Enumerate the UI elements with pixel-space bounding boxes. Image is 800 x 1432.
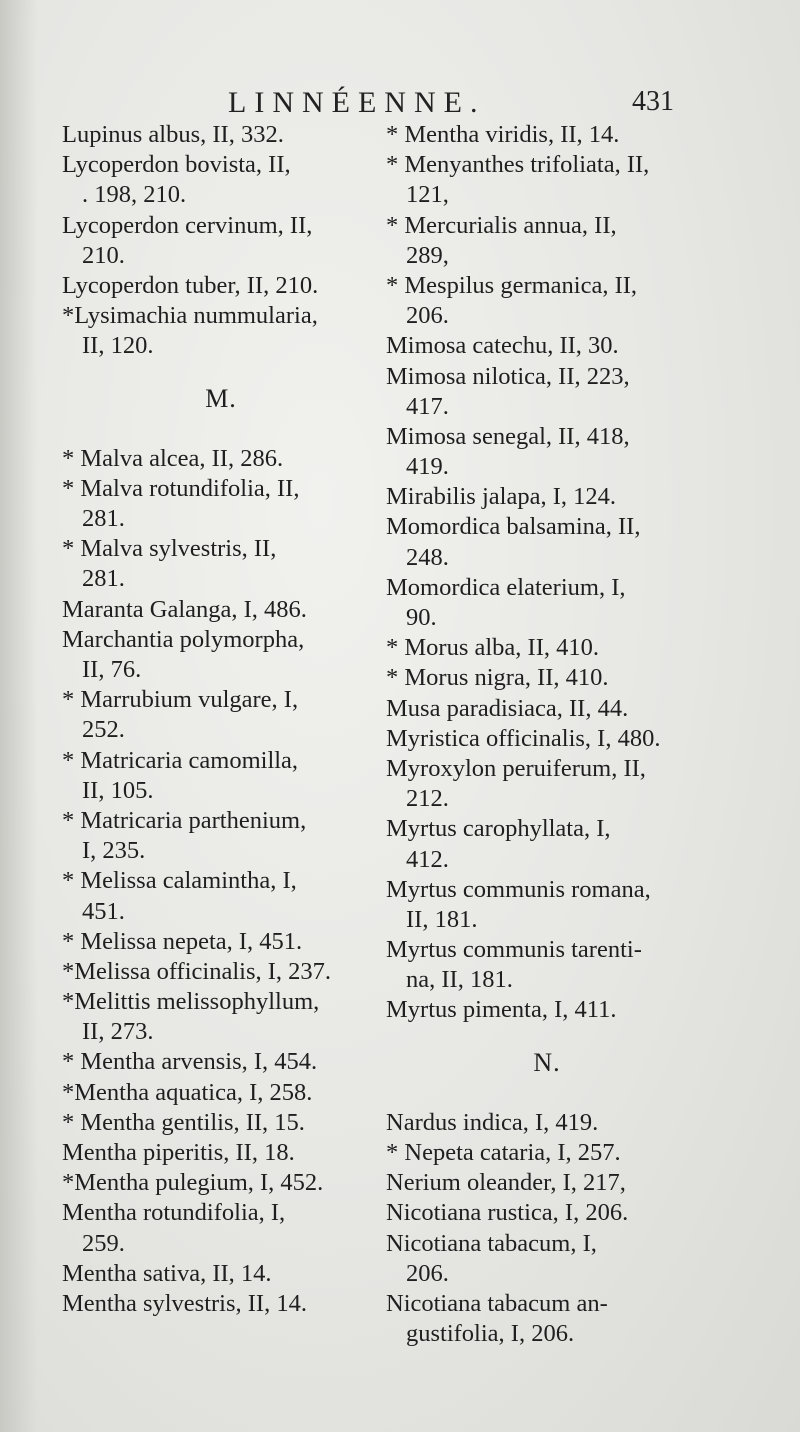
- index-entry-continuation: II, 120.: [82, 332, 154, 360]
- index-entry-continuation: 90.: [406, 604, 437, 631]
- index-entry: Marchantia polymorpha,: [62, 625, 305, 653]
- index-entry-continuation: 451.: [82, 897, 125, 925]
- index-entry-continuation: II, 181.: [406, 905, 478, 933]
- index-entry: * Matricaria camomilla,: [62, 746, 299, 774]
- index-entry-continuation: 419.: [406, 453, 449, 481]
- spacer: [62, 362, 380, 384]
- section-letter-m: M.: [205, 383, 237, 413]
- index-entry: Myristica officinalis, I, 480.: [386, 724, 661, 752]
- index-entry: *Melittis melissophyllum,: [62, 988, 320, 1016]
- index-entry-continuation: 417.: [406, 392, 449, 420]
- index-entry: * Melissa nepeta, I, 451.: [62, 927, 303, 955]
- spacer: [62, 414, 380, 444]
- spacer: [386, 1026, 708, 1048]
- index-entry: Myroxylon peruiferum, II,: [386, 754, 646, 782]
- index-entry: Lycoperdon tuber, II, 210.: [62, 271, 319, 299]
- index-entry: * Malva rotundifolia, II,: [62, 474, 300, 502]
- index-entry: * Mercurialis annua, II,: [386, 211, 617, 239]
- index-entry-continuation: II, 76.: [82, 656, 142, 683]
- index-entry: *Mentha pulegium, I, 452.: [62, 1169, 324, 1197]
- left-column: [62, 120, 380, 1319]
- index-entry: * Nepeta cataria, I, 257.: [386, 1139, 621, 1166]
- page-number: 431: [632, 86, 674, 117]
- index-entry: * Morus alba, II, 410.: [386, 634, 599, 662]
- index-entry: * Mespilus germanica, II,: [386, 271, 638, 299]
- index-entry: * Morus nigra, II, 410.: [386, 664, 609, 692]
- index-entry: Nicotiana tabacum an-: [386, 1289, 608, 1317]
- index-entry: * Marrubium vulgare, I,: [62, 686, 299, 714]
- index-entry: Momordica elaterium, I,: [386, 573, 626, 601]
- index-entry: Nicotiana rustica, I, 206.: [386, 1199, 629, 1227]
- index-entry: * Mentha arvensis, I, 454.: [62, 1048, 318, 1076]
- spine-shadow: [0, 0, 38, 1432]
- index-entry: Mentha piperitis, II, 18.: [62, 1139, 295, 1166]
- index-entry: Mimosa catechu, II, 30.: [386, 332, 619, 360]
- index-entry-continuation: 210.: [82, 241, 125, 269]
- index-entry-continuation: II, 273.: [82, 1018, 154, 1046]
- index-entry: Mimosa senegal, II, 418,: [386, 422, 630, 450]
- index-entry-continuation: . 198, 210.: [82, 181, 187, 209]
- index-entry-continuation: 206.: [406, 302, 449, 330]
- index-entry-continuation: 281.: [82, 505, 125, 533]
- index-entry: * Matricaria parthenium,: [62, 806, 307, 834]
- index-entry: Mentha sylvestris, II, 14.: [62, 1289, 307, 1317]
- index-entry: * Malva sylvestris, II,: [62, 535, 277, 563]
- right-column: [386, 120, 708, 1349]
- index-entry: Nardus indica, I, 419.: [386, 1108, 599, 1136]
- index-entry-continuation: 281.: [82, 565, 125, 593]
- index-entry: Mentha rotundifolia, I,: [62, 1199, 286, 1227]
- index-entry-continuation: II, 105.: [82, 776, 154, 804]
- index-entry: Myrtus carophyllata, I,: [386, 815, 611, 843]
- index-entry: Maranta Galanga, I, 486.: [62, 595, 307, 623]
- index-entry-continuation: na, II, 181.: [406, 966, 513, 994]
- index-entry-continuation: 252.: [82, 716, 125, 744]
- index-entry: * Mentha gentilis, II, 15.: [62, 1108, 305, 1136]
- index-entry: Nerium oleander, I, 217,: [386, 1169, 626, 1197]
- section-letter-n: N.: [533, 1047, 561, 1077]
- index-entry-continuation: 121,: [406, 181, 449, 209]
- index-entry-continuation: 412.: [406, 845, 449, 873]
- spacer: [386, 1078, 708, 1108]
- index-entry-continuation: 206.: [406, 1259, 449, 1287]
- index-entry: *Mentha aquatica, I, 258.: [62, 1078, 313, 1106]
- index-entry: Momordica balsamina, II,: [386, 513, 641, 541]
- index-entry: Lupinus albus, II, 332.: [62, 121, 284, 148]
- index-entry: Mirabilis jalapa, I, 124.: [386, 483, 616, 511]
- index-entry: Mimosa nilotica, II, 223,: [386, 362, 630, 390]
- index-entry-continuation: gustifolia, I, 206.: [406, 1320, 575, 1348]
- index-entry: *Melissa officinalis, I, 237.: [62, 957, 332, 985]
- index-entry: * Menyanthes trifoliata, II,: [386, 151, 650, 179]
- index-entry-continuation: I, 235.: [82, 837, 146, 865]
- index-entry-continuation: 248.: [406, 543, 449, 571]
- running-head: LINNÉENNE.: [228, 86, 486, 119]
- index-entry-continuation: 212.: [406, 785, 449, 813]
- index-entry: * Mentha viridis, II, 14.: [386, 121, 620, 148]
- index-entry: Musa paradisiaca, II, 44.: [386, 694, 629, 722]
- index-entry: Lycoperdon cervinum, II,: [62, 211, 313, 239]
- index-entry: Mentha sativa, II, 14.: [62, 1259, 272, 1287]
- index-entry: * Malva alcea, II, 286.: [62, 444, 284, 472]
- index-entry-continuation: 289,: [406, 241, 449, 269]
- index-entry: Lycoperdon bovista, II,: [62, 151, 291, 179]
- index-entry: *Lysimachia nummularia,: [62, 302, 318, 330]
- index-entry: Nicotiana tabacum, I,: [386, 1229, 597, 1257]
- index-entry: Myrtus communis tarenti-: [386, 936, 642, 964]
- index-entry: * Melissa calamintha, I,: [62, 867, 297, 895]
- index-entry: Myrtus pimenta, I, 411.: [386, 996, 617, 1024]
- index-entry: Myrtus communis romana,: [386, 875, 651, 903]
- index-entry-continuation: 259.: [82, 1229, 125, 1257]
